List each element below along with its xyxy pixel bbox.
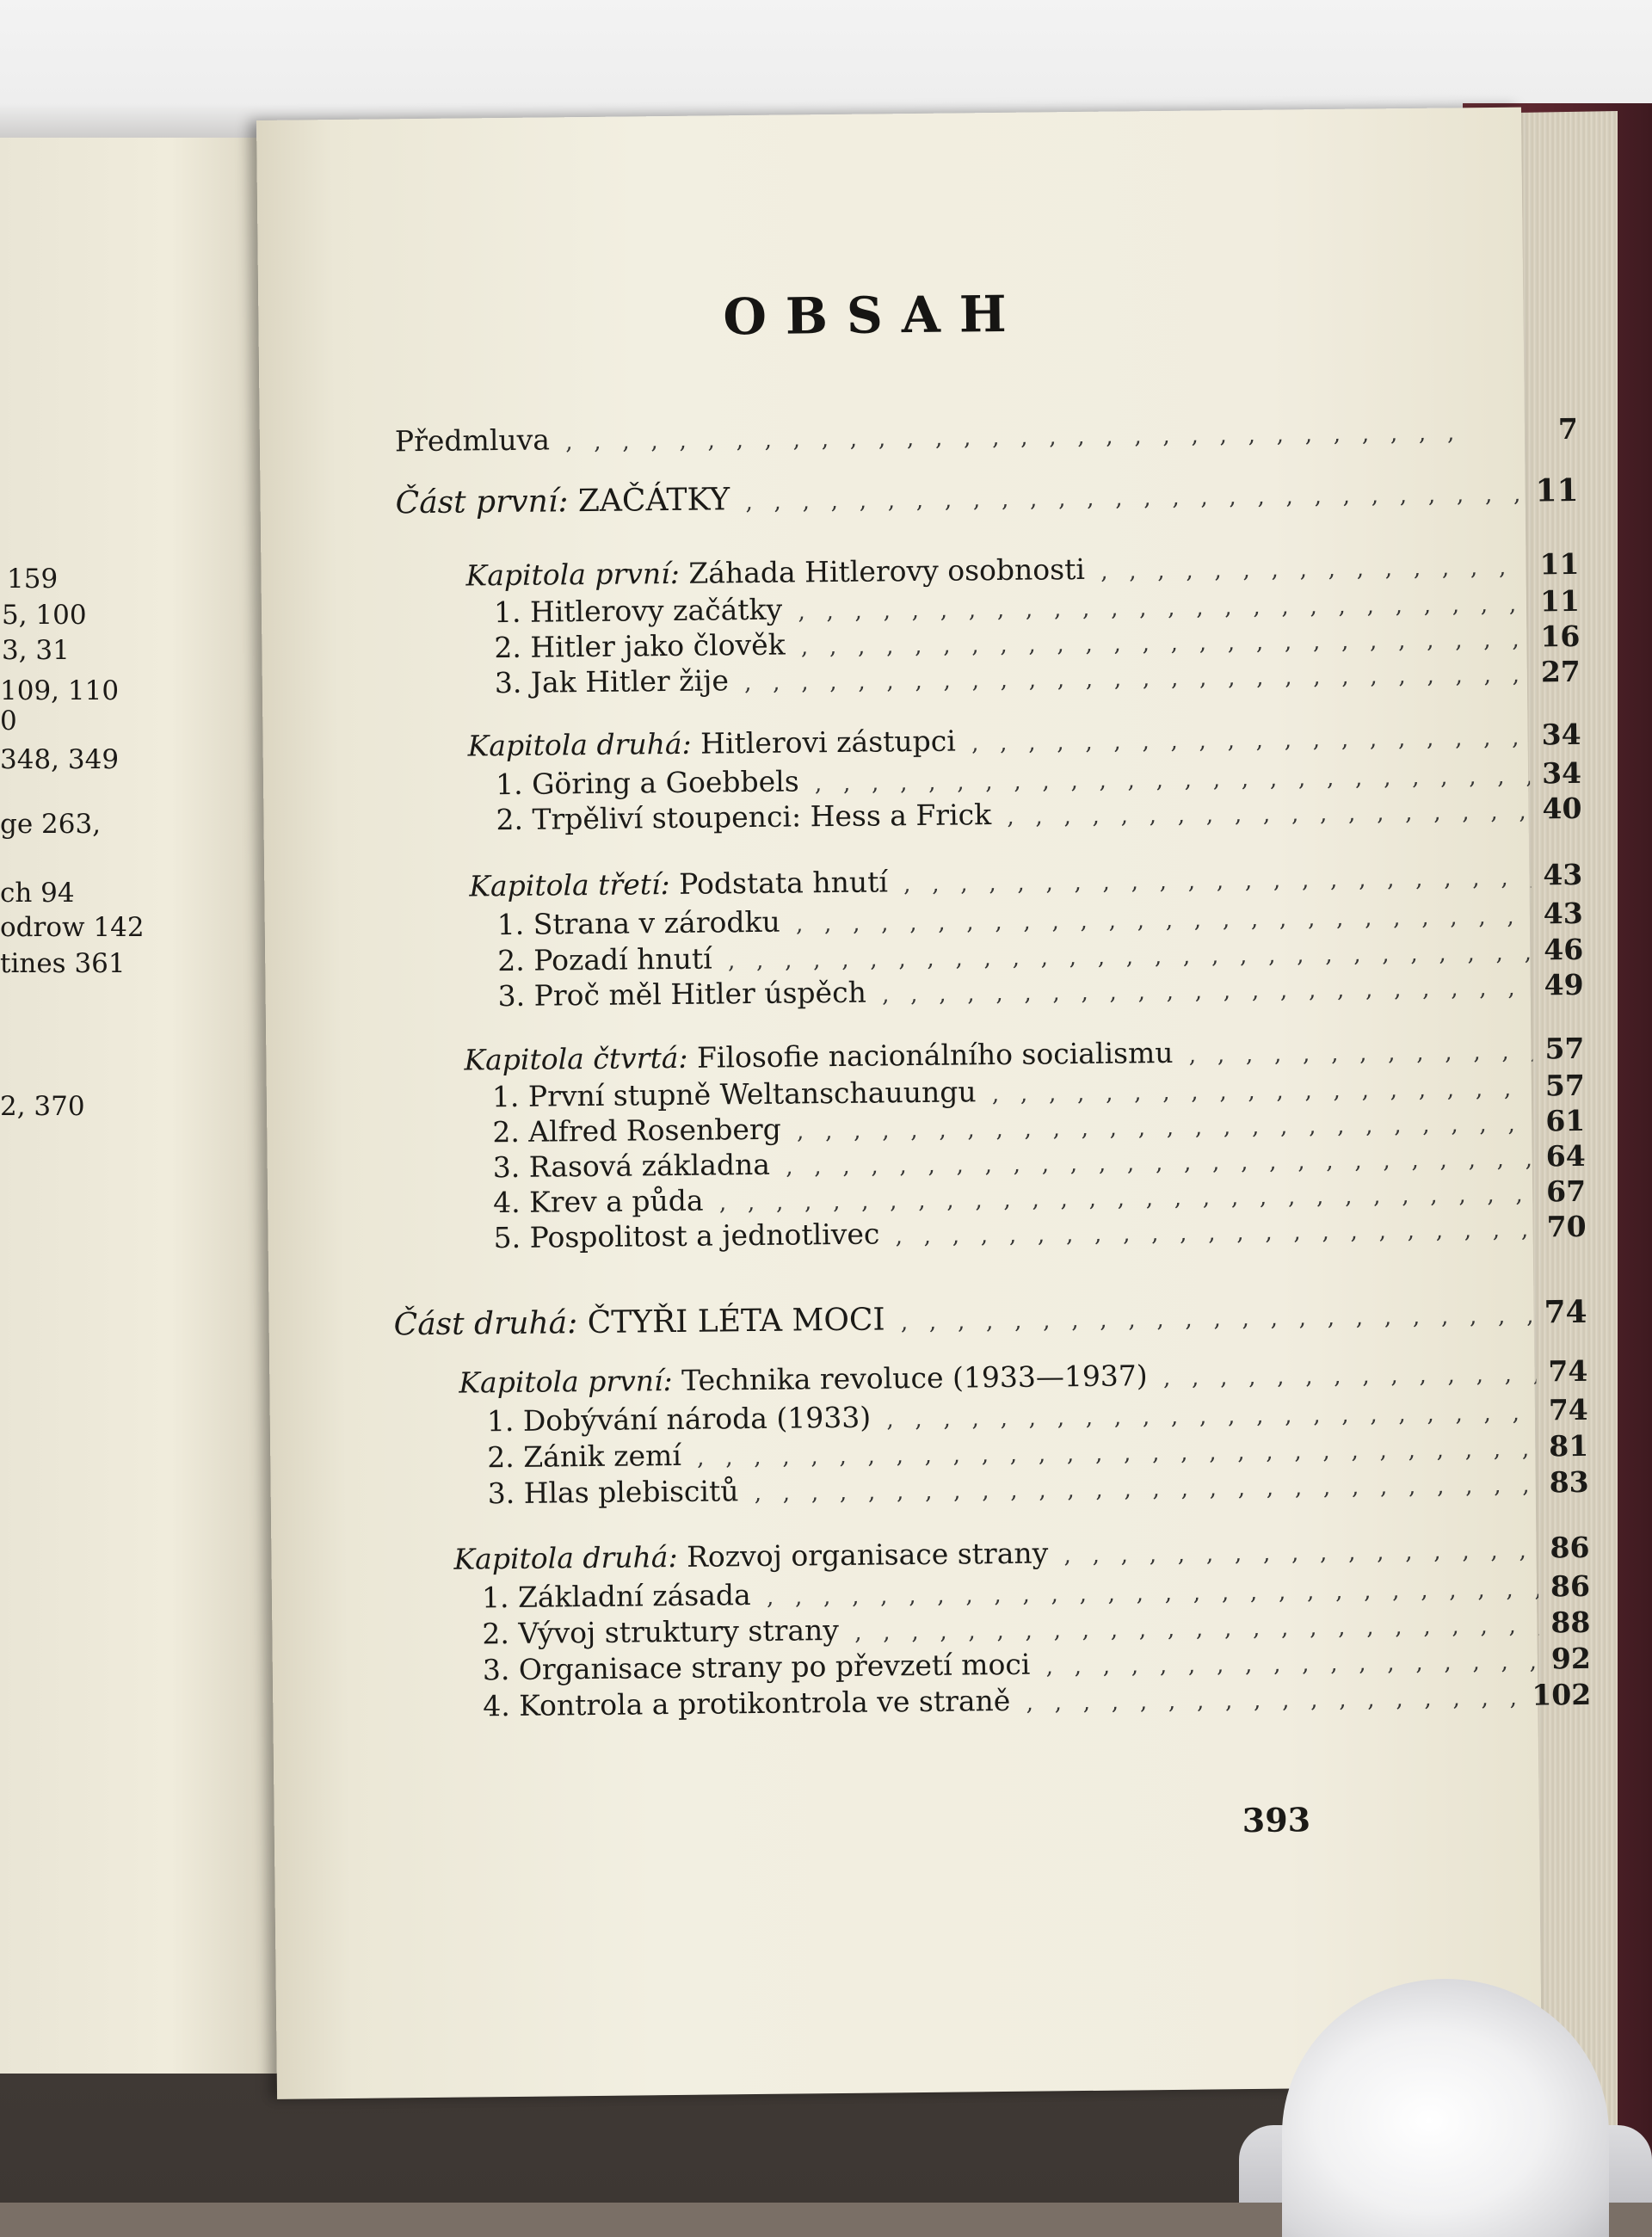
toc-page-ref: 43 — [1543, 857, 1583, 892]
toc-label: 3. Organisace strany po převzetí moci — [482, 1647, 1031, 1687]
index-fragment: 0 — [0, 706, 17, 736]
index-fragment: 3, 31 — [2, 635, 70, 666]
toc-page-ref: 57 — [1544, 1068, 1586, 1103]
toc-entry-part — [393, 1294, 1587, 1343]
index-fragment: 109, 110 — [0, 675, 120, 706]
toc-label: 2. Alfred Rosenberg — [492, 1112, 781, 1149]
toc-page-ref: 64 — [1545, 1138, 1586, 1174]
toc-label: 5. Pospolitost a jednotlivec — [493, 1217, 880, 1255]
toc-page-ref: 7 — [1557, 411, 1579, 447]
toc-label: 3. Rasová základna — [492, 1147, 771, 1185]
toc-page-ref: 46 — [1544, 932, 1584, 967]
toc-label: 1. Strana v zárodku — [496, 904, 780, 942]
toc-page-ref: 92 — [1550, 1641, 1592, 1676]
toc-label: Rozvoj organisace strany — [686, 1536, 1049, 1574]
toc-prefix: Kapitola druhá: — [453, 1539, 678, 1576]
toc-page-ref: 11 — [1535, 471, 1579, 509]
toc-entry-chapter — [453, 1531, 1589, 1576]
leader-dots — [1057, 1531, 1538, 1569]
toc-prefix: Část druhá: — [393, 1305, 578, 1343]
toc-entry-chapter — [467, 718, 1581, 763]
toc-page-ref: 49 — [1544, 967, 1584, 1002]
index-fragment: 159 — [7, 564, 59, 595]
toc-page-ref: 61 — [1545, 1103, 1586, 1138]
toc-label: Hitlerovi zástupci — [700, 724, 957, 761]
toc-page-ref: 88 — [1550, 1605, 1591, 1640]
leader-dots — [1094, 548, 1528, 586]
page-number: 393 — [1242, 1800, 1311, 1840]
leader-dots — [747, 1465, 1538, 1507]
toc-page-ref: 34 — [1541, 717, 1581, 752]
leader-dots — [879, 1394, 1537, 1434]
leader-dots — [738, 474, 1527, 518]
index-fragment: ch 94 — [0, 878, 75, 909]
leader-dots — [737, 656, 1529, 698]
leader-dots — [807, 757, 1530, 798]
toc-label: 2. Zánik zemí — [487, 1438, 682, 1475]
toc-label: 4. Krev a půda — [492, 1183, 704, 1220]
leader-dots — [1181, 1032, 1532, 1069]
toc-page-ref: 40 — [1542, 791, 1582, 826]
toc-page-ref: 83 — [1549, 1464, 1589, 1500]
toc-label: 1. Dobývání národa (1933) — [486, 1400, 872, 1439]
toc-prefix: Kapitola první: — [459, 1364, 673, 1400]
toc-page-ref: 70 — [1546, 1209, 1587, 1244]
toc-page-ref: 86 — [1550, 1530, 1590, 1565]
toc-page-ref: 102 — [1532, 1677, 1592, 1712]
toc-page-ref: 43 — [1543, 896, 1583, 931]
toc-label: 2. Vývoj struktury strany — [482, 1613, 840, 1651]
toc-prefix: Kapitola třetí: — [469, 867, 670, 903]
index-fragment: 348, 349 — [0, 744, 120, 775]
leader-dots — [965, 718, 1530, 758]
leader-dots — [893, 1296, 1535, 1338]
toc-page-ref: 57 — [1544, 1031, 1585, 1066]
toc-page-ref: 11 — [1539, 546, 1580, 582]
toc-page-ref: 34 — [1541, 755, 1582, 791]
leader-dots — [759, 1569, 1538, 1611]
toc-entry-part — [395, 472, 1578, 521]
leader-dots — [897, 859, 1532, 899]
toc-label: 3. Hlas plebiscitů — [487, 1474, 739, 1511]
toc-label: 1. První stupně Weltanschauungu — [491, 1075, 977, 1114]
toc-label: 1. Hitlerovy začátky — [493, 592, 783, 630]
toc-title: OBSAH — [723, 284, 1026, 347]
toc-label: Předmluva — [394, 422, 551, 459]
toc-prefix: Část první: — [395, 484, 569, 521]
toc-page-ref: 74 — [1548, 1392, 1588, 1427]
toc-entry-chapter — [469, 858, 1582, 903]
toc-prefix: Kapitola druhá: — [467, 726, 692, 763]
leader-dots — [1000, 792, 1531, 831]
leader-dots — [1039, 1642, 1539, 1680]
toc-prefix: Kapitola první: — [465, 556, 681, 593]
leader-dots — [1019, 1679, 1523, 1717]
toc-page-ref: 81 — [1549, 1428, 1589, 1464]
toc-page-ref: 11 — [1539, 583, 1581, 619]
index-fragment: ge 263, — [0, 809, 102, 840]
leader-dots — [558, 413, 1526, 457]
toc-page-ref: 67 — [1545, 1174, 1587, 1209]
toc-label: ČTYŘI LÉTA MOCI — [587, 1302, 885, 1341]
toc-label: 4. Kontrola a protikontrola ve straně — [483, 1683, 1011, 1723]
leader-dots — [848, 1605, 1539, 1646]
leader-dots — [793, 620, 1528, 662]
toc-label: 2. Trpěliví stoupenci: Hess a Frick — [496, 798, 992, 837]
toc-label: Technika revoluce (1933—1937) — [681, 1359, 1148, 1397]
leader-dots — [875, 969, 1532, 1009]
toc-page-ref: 74 — [1544, 1293, 1587, 1331]
toc-label: 1. Göring a Goebbels — [495, 764, 799, 802]
leader-dots — [690, 1430, 1538, 1472]
toc-label: Podstata hnutí — [678, 865, 889, 901]
toc-label: ZAČÁTKY — [577, 482, 730, 520]
toc-page-ref: 27 — [1540, 654, 1581, 689]
leader-dots — [790, 1105, 1534, 1146]
index-fragment: tines 361 — [0, 948, 126, 979]
toc-label: 3. Jak Hitler žije — [494, 663, 730, 700]
index-fragment: odrow 142 — [0, 912, 145, 943]
toc-label: Záhada Hitlerovy osobnosti — [688, 552, 1086, 590]
leader-dots — [789, 897, 1532, 939]
toc-page-ref: 74 — [1548, 1353, 1588, 1389]
toc-label: Filosofie nacionálního socialismu — [696, 1035, 1174, 1075]
leader-dots — [779, 1140, 1534, 1181]
leader-dots — [888, 1211, 1535, 1251]
toc-label: 3. Proč měl Hitler úspěch — [497, 975, 867, 1014]
toc-label: 1. Základní zásada — [481, 1578, 751, 1615]
toc-label: 2. Hitler jako člověk — [494, 627, 786, 665]
toc-entry-chapter — [459, 1354, 1587, 1400]
toc-page-ref: 16 — [1540, 619, 1581, 654]
left-page — [0, 138, 284, 2074]
index-fragment: 5, 100 — [2, 600, 87, 631]
toc-page — [256, 108, 1592, 2099]
index-fragment: 2, 370 — [0, 1091, 85, 1122]
leader-dots — [984, 1069, 1533, 1109]
leader-dots — [1156, 1355, 1536, 1393]
toc-prefix: Kapitola čtvrtá: — [464, 1040, 688, 1077]
toc-label: 2. Pozadí hnutí — [497, 941, 712, 978]
leader-dots — [791, 585, 1528, 626]
toc-page-ref: 86 — [1550, 1568, 1591, 1604]
toc-entry-preface — [395, 412, 1578, 458]
